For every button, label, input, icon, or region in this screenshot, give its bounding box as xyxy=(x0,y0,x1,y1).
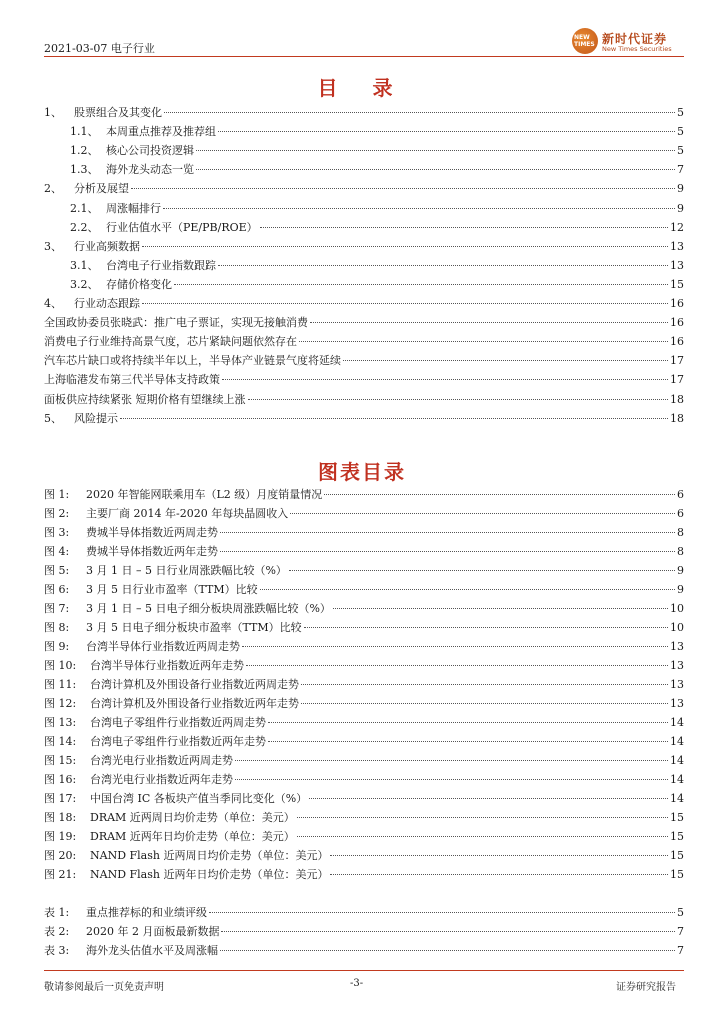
leader-dots xyxy=(131,188,675,189)
entry-title: 存储价格变化 xyxy=(106,277,172,291)
entry-number: 图 3: xyxy=(44,526,70,539)
leader-dots xyxy=(209,912,675,913)
entry-page-number: 7 xyxy=(677,163,684,177)
entry-page-number: 13 xyxy=(670,678,684,691)
entry-title: 海外龙头估值水平及周涨幅 xyxy=(86,944,218,957)
toc-entry[interactable] xyxy=(44,600,684,618)
leader-dots xyxy=(260,227,668,228)
entry-title: DRAM 近两周日均价走势（单位：美元） xyxy=(90,811,295,824)
leader-dots xyxy=(218,265,668,266)
entry-number: 4、 xyxy=(44,297,62,310)
entry-number: 图 21: xyxy=(44,868,77,881)
entry-title: 行业高频数据 xyxy=(74,239,140,253)
entry-number: 图 18: xyxy=(44,811,77,824)
leader-dots xyxy=(324,494,675,495)
leader-dots xyxy=(220,532,675,533)
leader-dots xyxy=(196,150,675,151)
toc-entry[interactable] xyxy=(70,257,684,275)
entry-title: 3 月 5 日电子细分板块市盈率（TTM）比较 xyxy=(86,621,302,634)
entry-number: 图 9: xyxy=(44,640,70,653)
leader-dots xyxy=(301,703,668,704)
entry-number: 1、 xyxy=(44,106,62,119)
toc-entry[interactable] xyxy=(44,790,684,808)
toc-entry[interactable] xyxy=(44,752,684,770)
toc-entry[interactable] xyxy=(44,410,684,428)
entry-title: 行业动态跟踪 xyxy=(74,297,140,310)
entry-title: 行业估值水平（PE/PB/ROE） xyxy=(106,220,258,234)
toc-entry[interactable] xyxy=(44,676,684,694)
entry-title: 风险提示 xyxy=(74,411,118,425)
entry-number: 图 11: xyxy=(44,678,77,691)
entry-number: 图 14: xyxy=(44,735,77,748)
leader-dots xyxy=(248,399,669,400)
entry-title: 消费电子行业维持高景气度，芯片紧缺问题依然存在 xyxy=(44,335,297,349)
toc-entry[interactable] xyxy=(44,295,684,313)
footer-disclaimer: 敬请参阅最后一页免责声明 xyxy=(44,982,164,993)
toc-entry[interactable] xyxy=(44,942,684,960)
toc-entry[interactable] xyxy=(44,828,684,846)
leader-dots xyxy=(309,798,668,799)
entry-number: 图 7: xyxy=(44,602,70,615)
leader-dots xyxy=(120,418,668,419)
entry-number: 图 15: xyxy=(44,754,77,767)
entry-page-number: 6 xyxy=(677,488,684,501)
entry-page-number: 9 xyxy=(677,583,684,596)
leader-dots xyxy=(301,684,668,685)
entry-title: DRAM 近两年日均价走势（单位：美元） xyxy=(90,830,295,843)
toc-entry[interactable] xyxy=(70,123,684,141)
leader-dots xyxy=(220,551,675,552)
entry-page-number: 14 xyxy=(670,735,684,748)
entry-page-number: 7 xyxy=(677,925,684,938)
entry-number: 5、 xyxy=(44,411,62,425)
entry-number: 3.2、 xyxy=(70,277,99,291)
entry-title: 3 月 1 日 – 5 日行业周涨跌幅比较（%） xyxy=(86,564,287,577)
toc-entry[interactable] xyxy=(44,333,684,351)
toc-entry[interactable] xyxy=(44,314,684,332)
entry-number: 图 13: xyxy=(44,716,77,729)
leader-dots xyxy=(290,513,675,514)
entry-page-number: 5 xyxy=(677,906,684,919)
entry-page-number: 15 xyxy=(670,811,684,824)
entry-page-number: 7 xyxy=(677,944,684,957)
entry-title: 台湾计算机及外围设备行业指数近两周走势 xyxy=(90,678,299,691)
entry-title: 核心公司投资逻辑 xyxy=(106,144,194,158)
footer-divider xyxy=(44,970,684,971)
entry-number: 表 1: xyxy=(44,906,70,919)
toc-entry[interactable] xyxy=(70,142,684,160)
toc-entry[interactable] xyxy=(44,695,684,713)
leader-dots xyxy=(310,322,668,323)
toc-entry[interactable] xyxy=(70,276,684,294)
leader-dots xyxy=(235,760,668,761)
entry-number: 1.2、 xyxy=(70,144,99,158)
entry-title: 台湾电子行业指数跟踪 xyxy=(106,258,216,272)
entry-number: 图 19: xyxy=(44,830,77,843)
leader-dots xyxy=(333,608,668,609)
entry-title: 3 月 1 日 – 5 日电子细分板块周涨跌幅比较（%） xyxy=(86,602,331,615)
leader-dots xyxy=(297,817,668,818)
footer-page-number: -3- xyxy=(350,978,364,989)
toc-entry[interactable] xyxy=(44,562,684,580)
toc-entry[interactable] xyxy=(44,581,684,599)
entry-page-number: 13 xyxy=(670,258,684,272)
toc-entry[interactable] xyxy=(44,524,684,542)
entry-page-number: 9 xyxy=(677,201,684,215)
entry-number: 图 1: xyxy=(44,488,70,501)
logo-company-name: 新时代证券 xyxy=(602,32,668,46)
entry-title: 台湾半导体行业指数近两周走势 xyxy=(86,640,240,653)
entry-title: 重点推荐标的和业绩评级 xyxy=(86,906,207,919)
entry-number: 3.1、 xyxy=(70,258,99,272)
entry-page-number: 14 xyxy=(670,754,684,767)
leader-dots xyxy=(289,570,675,571)
toc-entry[interactable] xyxy=(44,638,684,656)
entry-number: 2、 xyxy=(44,182,62,196)
entry-page-number: 5 xyxy=(677,144,684,158)
entry-title: 面板供应持续紧张 短期价格有望继续上涨 xyxy=(44,392,246,406)
entry-number: 图 6: xyxy=(44,583,70,596)
leader-dots xyxy=(330,855,668,856)
leader-dots xyxy=(174,284,668,285)
entry-title: 分析及展望 xyxy=(74,182,129,196)
leader-dots xyxy=(142,246,668,247)
entry-page-number: 9 xyxy=(677,182,684,196)
entry-title: 主要厂商 2014 年-2020 年每块晶圆收入 xyxy=(86,507,289,520)
toc-entry[interactable] xyxy=(44,771,684,789)
toc-entry[interactable] xyxy=(44,847,684,865)
entry-title: NAND Flash 近两年日均价走势（单位：美元） xyxy=(90,868,329,881)
entry-number: 图 2: xyxy=(44,507,70,520)
entry-number: 图 16: xyxy=(44,773,77,786)
entry-page-number: 16 xyxy=(670,335,684,349)
entry-page-number: 14 xyxy=(670,716,684,729)
entry-page-number: 16 xyxy=(670,316,684,330)
entry-title: 台湾计算机及外围设备行业指数近两年走势 xyxy=(90,697,299,710)
entry-number: 图 12: xyxy=(44,697,77,710)
entry-title: 费城半导体指数近两周走势 xyxy=(86,526,218,539)
entry-page-number: 15 xyxy=(670,868,684,881)
entry-number: 3、 xyxy=(44,239,62,253)
toc-entry[interactable] xyxy=(44,352,684,370)
entry-page-number: 5 xyxy=(677,125,684,139)
toc-entry[interactable] xyxy=(44,371,684,389)
entry-number: 图 17: xyxy=(44,792,77,805)
header-date-category: 2021-03-07 电子行业 xyxy=(44,42,155,55)
leader-dots xyxy=(221,931,675,932)
entry-page-number: 5 xyxy=(677,106,684,119)
toc-entry[interactable] xyxy=(44,486,684,504)
leader-dots xyxy=(260,589,675,590)
entry-title: 汽车芯片缺口或将持续半年以上，半导体产业链景气度将延续 xyxy=(44,354,341,368)
entry-page-number: 9 xyxy=(677,564,684,577)
leader-dots xyxy=(164,112,675,113)
toc-entry[interactable] xyxy=(44,866,684,884)
entry-title: 中国台湾 IC 各板块产值当季同比变化（%） xyxy=(90,792,308,805)
entry-page-number: 8 xyxy=(677,545,684,558)
entry-page-number: 10 xyxy=(670,602,684,615)
entry-page-number: 18 xyxy=(670,411,684,425)
entry-title: 台湾半导体行业指数近两年走势 xyxy=(90,659,244,672)
entry-title: 台湾光电行业指数近两年走势 xyxy=(90,773,233,786)
entry-page-number: 14 xyxy=(670,792,684,805)
leader-dots xyxy=(196,169,675,170)
entry-title: NAND Flash 近两周日均价走势（单位：美元） xyxy=(90,849,329,862)
entry-page-number: 13 xyxy=(670,640,684,653)
entry-page-number: 16 xyxy=(670,297,684,310)
entry-title: 费城半导体指数近两年走势 xyxy=(86,545,218,558)
toc-entry[interactable] xyxy=(44,904,684,922)
toc-entry[interactable] xyxy=(44,391,684,409)
entry-page-number: 10 xyxy=(670,621,684,634)
entry-page-number: 18 xyxy=(670,392,684,406)
toc-entry[interactable] xyxy=(44,180,684,198)
entry-page-number: 17 xyxy=(670,354,684,368)
toc-entry[interactable] xyxy=(44,714,684,732)
entry-title: 上海临港发布第三代半导体支持政策 xyxy=(44,373,220,387)
entry-page-number: 6 xyxy=(677,507,684,520)
entry-title: 全国政协委员张晓武：推广电子票证，实现无接触消费 xyxy=(44,316,308,330)
toc-entry[interactable] xyxy=(70,219,684,237)
entry-number: 图 4: xyxy=(44,545,70,558)
toc-entry[interactable] xyxy=(44,238,684,256)
toc-entry[interactable] xyxy=(44,505,684,523)
entry-title: 本周重点推荐及推荐组 xyxy=(106,125,216,139)
entry-number: 表 3: xyxy=(44,944,70,957)
entry-title: 台湾电子零组件行业指数近两年走势 xyxy=(90,735,266,748)
footer-report-type: 证券研究报告 xyxy=(616,982,676,993)
entry-number: 图 20: xyxy=(44,849,77,862)
leader-dots xyxy=(330,874,668,875)
toc-entry[interactable] xyxy=(70,161,684,179)
leader-dots xyxy=(299,341,668,342)
entry-page-number: 15 xyxy=(670,277,684,291)
entry-title: 股票组合及其变化 xyxy=(74,106,162,119)
entry-title: 台湾光电行业指数近两周走势 xyxy=(90,754,233,767)
entry-number: 2.1、 xyxy=(70,201,99,215)
entry-page-number: 15 xyxy=(670,849,684,862)
leader-dots xyxy=(163,208,675,209)
figure-index-title: 图表目录 xyxy=(318,460,406,484)
company-logo xyxy=(572,28,684,54)
header-divider xyxy=(44,56,684,57)
toc-entry[interactable] xyxy=(44,809,684,827)
entry-number: 1.3、 xyxy=(70,163,99,177)
entry-page-number: 13 xyxy=(670,239,684,253)
leader-dots xyxy=(220,950,675,951)
entry-page-number: 14 xyxy=(670,773,684,786)
toc-title: 目 录 xyxy=(317,76,407,100)
entry-page-number: 8 xyxy=(677,526,684,539)
entry-number: 2.2、 xyxy=(70,220,99,234)
toc-entry[interactable] xyxy=(44,923,684,941)
entry-number: 图 5: xyxy=(44,564,70,577)
entry-number: 图 10: xyxy=(44,659,77,672)
entry-number: 表 2: xyxy=(44,925,70,938)
logo-mark-icon: NEW TIMES xyxy=(572,28,598,54)
logo-company-name-en: New Times Securities xyxy=(602,45,672,53)
entry-title: 3 月 5 日行业市盈率（TTM）比较 xyxy=(86,583,258,596)
entry-title: 2020 年智能网联乘用车（L2 级）月度销量情况 xyxy=(86,488,323,501)
leader-dots xyxy=(218,131,675,132)
leader-dots xyxy=(235,779,668,780)
toc-entry[interactable] xyxy=(44,543,684,561)
entry-page-number: 15 xyxy=(670,830,684,843)
entry-title: 海外龙头动态一览 xyxy=(106,163,194,177)
leader-dots xyxy=(304,627,668,628)
leader-dots xyxy=(343,360,668,361)
leader-dots xyxy=(246,665,668,666)
entry-page-number: 12 xyxy=(670,220,684,234)
toc-entry[interactable] xyxy=(44,657,684,675)
leader-dots xyxy=(222,379,668,380)
entry-page-number: 13 xyxy=(670,659,684,672)
entry-title: 台湾电子零组件行业指数近两周走势 xyxy=(90,716,266,729)
entry-page-number: 17 xyxy=(670,373,684,387)
leader-dots xyxy=(297,836,668,837)
entry-number: 1.1、 xyxy=(70,125,99,139)
leader-dots xyxy=(242,646,668,647)
leader-dots xyxy=(268,722,668,723)
toc-entry[interactable] xyxy=(44,733,684,751)
leader-dots xyxy=(142,303,668,304)
entry-title: 周涨幅排行 xyxy=(106,201,161,215)
leader-dots xyxy=(268,741,668,742)
toc-entry[interactable] xyxy=(44,619,684,637)
entry-title: 2020 年 2 月面板最新数据 xyxy=(86,925,220,938)
toc-entry[interactable] xyxy=(44,104,684,122)
entry-page-number: 13 xyxy=(670,697,684,710)
entry-number: 图 8: xyxy=(44,621,70,634)
toc-entry[interactable] xyxy=(70,200,684,218)
